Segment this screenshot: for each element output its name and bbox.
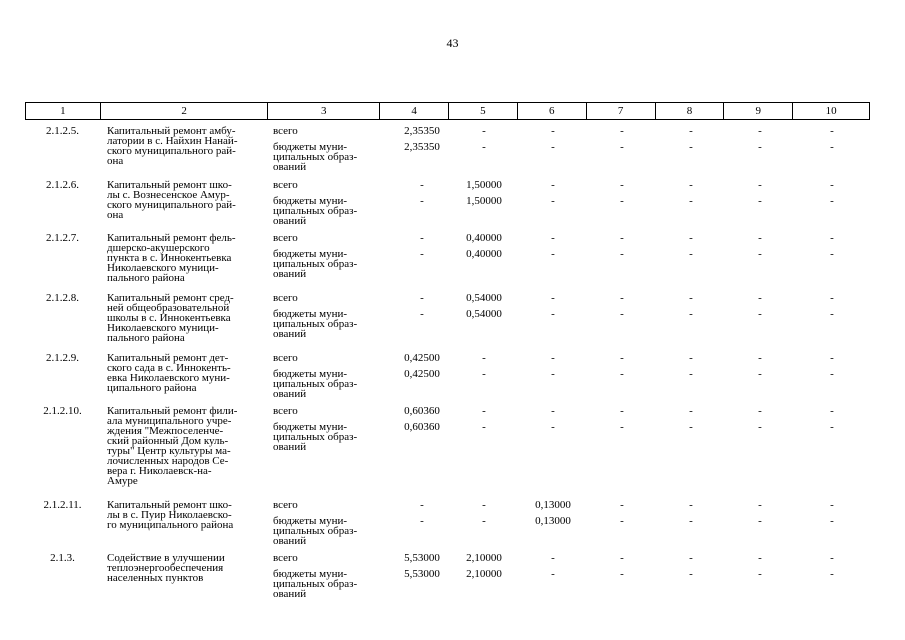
value-cell-col-9: - bbox=[758, 552, 762, 564]
value-cell-col-4: - bbox=[420, 195, 424, 207]
value-cell-col-7: - bbox=[620, 368, 624, 380]
value-cell-col-8: - bbox=[689, 232, 693, 244]
value-cell-col-9: - bbox=[758, 515, 762, 527]
value-cell-col-10: - bbox=[830, 421, 834, 433]
value-cell-col-8: - bbox=[689, 248, 693, 260]
value-cell-col-8: - bbox=[689, 568, 693, 580]
value-cell-col-5: 1,50000 bbox=[466, 195, 502, 207]
value-cell-col-10: - bbox=[830, 292, 834, 304]
value-cell-col-7: - bbox=[620, 308, 624, 320]
value-cell-col-7: - bbox=[620, 421, 624, 433]
value-cell-col-6: - bbox=[551, 421, 555, 433]
header-col-3: 3 bbox=[268, 103, 380, 119]
value-cell-col-9: - bbox=[758, 499, 762, 511]
value-cell-col-7: - bbox=[620, 515, 624, 527]
value-cell-col-10: - bbox=[830, 515, 834, 527]
value-cell-col-6: - bbox=[551, 232, 555, 244]
row-name: Капитальный ремонт шко- лы с. Вознесенское Амур- ского муниципального рай- она bbox=[107, 179, 236, 221]
value-cell-col-6: - bbox=[551, 352, 555, 364]
value-cell-col-8: - bbox=[689, 352, 693, 364]
value-cell-col-5: - bbox=[482, 499, 486, 511]
header-col-6: 6 bbox=[518, 103, 587, 119]
row-name: Содействие в улучшении теплоэнергообеспечения населенных пунктов bbox=[107, 552, 225, 584]
value-cell-col-7: - bbox=[620, 292, 624, 304]
value-cell-col-9: - bbox=[758, 141, 762, 153]
funding-total-label: всего bbox=[273, 125, 298, 137]
value-cell-col-10: - bbox=[830, 195, 834, 207]
value-cell-col-6: - bbox=[551, 248, 555, 260]
value-cell-col-10: - bbox=[830, 368, 834, 380]
value-cell-col-5: 2,10000 bbox=[466, 568, 502, 580]
value-cell-col-8: - bbox=[689, 552, 693, 564]
value-cell-col-7: - bbox=[620, 352, 624, 364]
page-number: 43 bbox=[446, 36, 459, 50]
row-number: 2.1.2.10. bbox=[43, 405, 82, 417]
header-col-2: 2 bbox=[101, 103, 269, 119]
value-cell-col-10: - bbox=[830, 179, 834, 191]
value-cell-col-5: - bbox=[482, 421, 486, 433]
row-number: 2.1.2.5. bbox=[46, 125, 79, 137]
value-cell-col-7: - bbox=[620, 195, 624, 207]
funding-total-label: всего bbox=[273, 179, 298, 191]
value-cell-col-9: - bbox=[758, 125, 762, 137]
value-cell-col-10: - bbox=[830, 568, 834, 580]
row-number: 2.1.2.11. bbox=[43, 499, 82, 511]
value-cell-col-5: - bbox=[482, 125, 486, 137]
value-cell-col-8: - bbox=[689, 499, 693, 511]
value-cell-col-5: 1,50000 bbox=[466, 179, 502, 191]
funding-municipal-label: бюджеты муни- ципальных образ- ований bbox=[273, 141, 358, 173]
row-name: Капитальный ремонт амбу- латории в с. Найхин Нанай- ского муниципального рай- она bbox=[107, 125, 238, 167]
value-cell-col-10: - bbox=[830, 499, 834, 511]
value-cell-col-6: - bbox=[551, 308, 555, 320]
value-cell-col-7: - bbox=[620, 248, 624, 260]
value-cell-col-8: - bbox=[689, 179, 693, 191]
value-cell-col-4: 2,35350 bbox=[404, 125, 440, 137]
value-cell-col-9: - bbox=[758, 292, 762, 304]
value-cell-col-6: - bbox=[551, 368, 555, 380]
value-cell-col-4: - bbox=[420, 248, 424, 260]
value-cell-col-5: - bbox=[482, 515, 486, 527]
funding-municipal-label: бюджеты муни- ципальных образ- ований bbox=[273, 248, 358, 280]
header-col-8: 8 bbox=[656, 103, 725, 119]
value-cell-col-5: 0,40000 bbox=[466, 248, 502, 260]
value-cell-col-9: - bbox=[758, 179, 762, 191]
value-cell-col-5: - bbox=[482, 405, 486, 417]
value-cell-col-10: - bbox=[830, 405, 834, 417]
value-cell-col-8: - bbox=[689, 125, 693, 137]
value-cell-col-6: - bbox=[551, 292, 555, 304]
header-col-9: 9 bbox=[724, 103, 793, 119]
value-cell-col-8: - bbox=[689, 405, 693, 417]
funding-municipal-label: бюджеты муни- ципальных образ- ований bbox=[273, 308, 358, 340]
value-cell-col-9: - bbox=[758, 405, 762, 417]
value-cell-col-9: - bbox=[758, 248, 762, 260]
header-col-4: 4 bbox=[380, 103, 449, 119]
value-cell-col-9: - bbox=[758, 368, 762, 380]
value-cell-col-5: - bbox=[482, 352, 486, 364]
header-col-1: 1 bbox=[26, 103, 101, 119]
funding-municipal-label: бюджеты муни- ципальных образ- ований bbox=[273, 421, 358, 453]
value-cell-col-7: - bbox=[620, 499, 624, 511]
value-cell-col-5: 0,54000 bbox=[466, 308, 502, 320]
funding-municipal-label: бюджеты муни- ципальных образ- ований bbox=[273, 568, 358, 600]
value-cell-col-8: - bbox=[689, 141, 693, 153]
value-cell-col-4: - bbox=[420, 232, 424, 244]
value-cell-col-6: - bbox=[551, 141, 555, 153]
value-cell-col-4: - bbox=[420, 292, 424, 304]
table-header-row bbox=[25, 102, 870, 120]
value-cell-col-8: - bbox=[689, 421, 693, 433]
value-cell-col-8: - bbox=[689, 368, 693, 380]
value-cell-col-4: 5,53000 bbox=[404, 552, 440, 564]
funding-total-label: всего bbox=[273, 499, 298, 511]
row-name: Капитальный ремонт сред- ней общеобразовательной школы в с. Иннокентьевка Николаевского муници- пального района bbox=[107, 292, 234, 344]
row-name: Капитальный ремонт фель- дшерско-акушерского пункта в с. Иннокентьевка Николаевского муници- пального района bbox=[107, 232, 236, 284]
funding-total-label: всего bbox=[273, 352, 298, 364]
value-cell-col-9: - bbox=[758, 195, 762, 207]
value-cell-col-4: - bbox=[420, 515, 424, 527]
value-cell-col-4: 2,35350 bbox=[404, 141, 440, 153]
funding-total-label: всего bbox=[273, 552, 298, 564]
value-cell-col-7: - bbox=[620, 179, 624, 191]
value-cell-col-4: - bbox=[420, 308, 424, 320]
header-col-5: 5 bbox=[449, 103, 518, 119]
value-cell-col-10: - bbox=[830, 248, 834, 260]
value-cell-col-9: - bbox=[758, 308, 762, 320]
value-cell-col-7: - bbox=[620, 552, 624, 564]
value-cell-col-4: 0,60360 bbox=[404, 405, 440, 417]
value-cell-col-4: 0,60360 bbox=[404, 421, 440, 433]
row-number: 2.1.2.8. bbox=[46, 292, 79, 304]
value-cell-col-7: - bbox=[620, 232, 624, 244]
value-cell-col-6: - bbox=[551, 125, 555, 137]
row-number: 2.1.3. bbox=[50, 552, 75, 564]
value-cell-col-5: 0,40000 bbox=[466, 232, 502, 244]
row-name: Капитальный ремонт шко- лы в с. Пуир Николаевско- го муниципального района bbox=[107, 499, 234, 531]
value-cell-col-9: - bbox=[758, 232, 762, 244]
funding-total-label: всего bbox=[273, 292, 298, 304]
row-number: 2.1.2.6. bbox=[46, 179, 79, 191]
value-cell-col-5: 0,54000 bbox=[466, 292, 502, 304]
value-cell-col-6: - bbox=[551, 568, 555, 580]
value-cell-col-9: - bbox=[758, 421, 762, 433]
value-cell-col-6: - bbox=[551, 405, 555, 417]
value-cell-col-6: 0,13000 bbox=[535, 515, 571, 527]
value-cell-col-9: - bbox=[758, 568, 762, 580]
value-cell-col-10: - bbox=[830, 552, 834, 564]
value-cell-col-4: 0,42500 bbox=[404, 368, 440, 380]
value-cell-col-5: 2,10000 bbox=[466, 552, 502, 564]
value-cell-col-6: 0,13000 bbox=[535, 499, 571, 511]
value-cell-col-10: - bbox=[830, 352, 834, 364]
row-name: Капитальный ремонт фили- ала муниципального учре- ждения "Межпоселенче- ский районный Дом куль- туры" Центр культуры ма- лочисленных народов Се- вера г. Николаевск-на- Амуре bbox=[107, 405, 238, 487]
funding-total-label: всего bbox=[273, 232, 298, 244]
value-cell-col-7: - bbox=[620, 405, 624, 417]
value-cell-col-10: - bbox=[830, 308, 834, 320]
value-cell-col-8: - bbox=[689, 515, 693, 527]
funding-municipal-label: бюджеты муни- ципальных образ- ований bbox=[273, 368, 358, 400]
header-col-10: 10 bbox=[825, 105, 837, 117]
value-cell-col-7: - bbox=[620, 568, 624, 580]
value-cell-col-4: 0,42500 bbox=[404, 352, 440, 364]
value-cell-col-5: - bbox=[482, 368, 486, 380]
row-number: 2.1.2.7. bbox=[46, 232, 79, 244]
value-cell-col-8: - bbox=[689, 292, 693, 304]
value-cell-col-6: - bbox=[551, 179, 555, 191]
header-col-7: 7 bbox=[587, 103, 656, 119]
value-cell-col-8: - bbox=[689, 308, 693, 320]
funding-total-label: всего bbox=[273, 405, 298, 417]
value-cell-col-8: - bbox=[689, 195, 693, 207]
value-cell-col-6: - bbox=[551, 552, 555, 564]
value-cell-col-4: - bbox=[420, 499, 424, 511]
value-cell-col-9: - bbox=[758, 352, 762, 364]
value-cell-col-10: - bbox=[830, 125, 834, 137]
row-number: 2.1.2.9. bbox=[46, 352, 79, 364]
funding-municipal-label: бюджеты муни- ципальных образ- ований bbox=[273, 195, 358, 227]
funding-municipal-label: бюджеты муни- ципальных образ- ований bbox=[273, 515, 358, 547]
value-cell-col-10: - bbox=[830, 232, 834, 244]
value-cell-col-6: - bbox=[551, 195, 555, 207]
value-cell-col-5: - bbox=[482, 141, 486, 153]
value-cell-col-10: - bbox=[830, 141, 834, 153]
value-cell-col-4: 5,53000 bbox=[404, 568, 440, 580]
value-cell-col-7: - bbox=[620, 125, 624, 137]
row-name: Капитальный ремонт дет- ского сада в с. Иннокенть- евка Николаевского муни- ципального района bbox=[107, 352, 231, 394]
value-cell-col-4: - bbox=[420, 179, 424, 191]
value-cell-col-7: - bbox=[620, 141, 624, 153]
